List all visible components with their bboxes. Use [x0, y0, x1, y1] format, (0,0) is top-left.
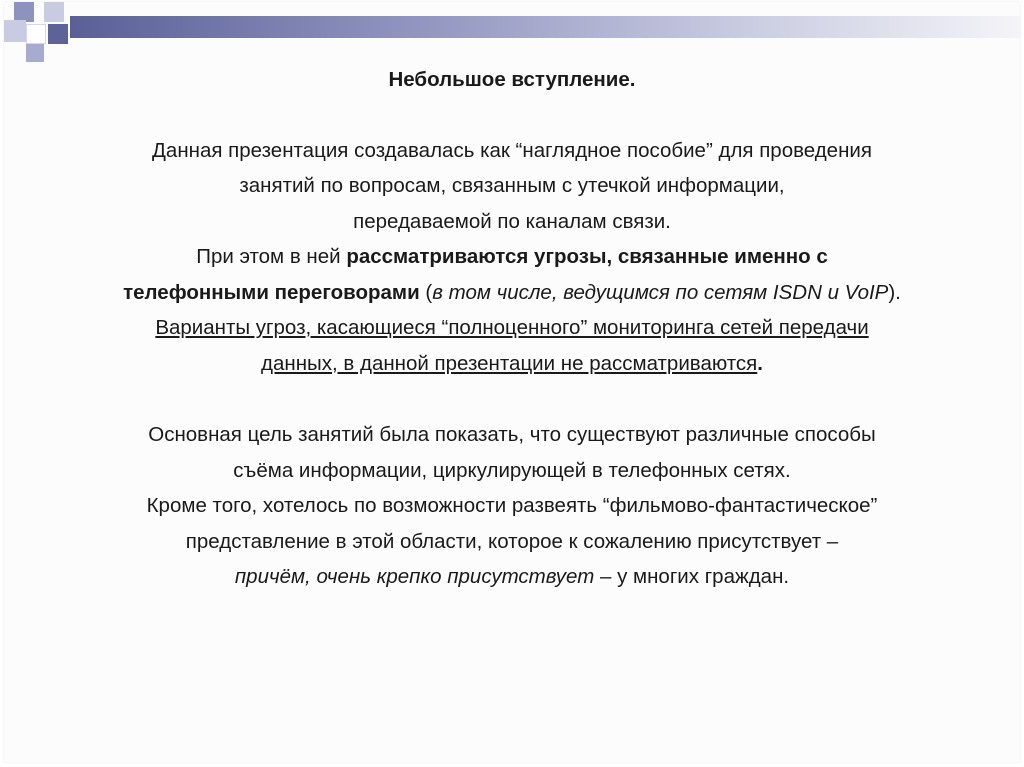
text-span: .	[757, 351, 763, 375]
text-line: передаваемой по каналам связи.	[353, 209, 671, 233]
text-line: занятий по вопросам, связанным с утечкой информации,	[239, 174, 785, 197]
text-line	[4, 310, 1020, 346]
deco-square	[4, 20, 26, 42]
slide-body	[4, 62, 1020, 595]
text-span: ).	[888, 280, 901, 304]
text-span: – у многих граждан.	[594, 565, 790, 588]
text-line: Данная презентация создавалась как “наглядное пособие” для проведения	[152, 138, 872, 162]
underlined-text: Варианты угроз, касающиеся “полноценного” мониторинга сетей передачи	[155, 316, 869, 339]
slide-title: Небольшое вступление.	[388, 68, 636, 91]
text-line	[4, 239, 1020, 275]
text-span: (	[419, 280, 433, 304]
slide	[4, 2, 1020, 762]
bold-text: телефонными переговорами	[123, 280, 420, 304]
bold-text: рассматриваются угрозы, связанные именно с	[346, 245, 828, 268]
text-line	[4, 559, 1020, 595]
deco-square	[14, 2, 34, 22]
italic-text: в том числе, ведущимся по сетям ISDN и VoIP	[432, 280, 889, 304]
text-line	[4, 346, 1020, 382]
underlined-text: данных, в данной презентации не рассматриваются	[261, 351, 758, 375]
text-line	[4, 275, 1020, 311]
text-line: представление в этой области, которое к сожалению присутствует –	[185, 529, 839, 553]
paragraph-gap	[4, 381, 1020, 417]
italic-text: причём, очень крепко присутствует	[234, 565, 595, 588]
text-span: При этом в ней	[196, 245, 347, 268]
deco-square	[48, 24, 68, 44]
deco-square	[26, 44, 44, 62]
deco-square	[26, 24, 46, 44]
text-line: Основная цель занятий была показать, что существуют различные способы	[148, 423, 876, 446]
text-line: съёма информации, циркулирующей в телефонных сетях.	[233, 458, 791, 482]
header-gradient-bar	[70, 16, 1020, 38]
deco-square	[44, 2, 64, 22]
text-line: Кроме того, хотелось по возможности развеять “фильмово-фантастическое”	[146, 494, 878, 517]
